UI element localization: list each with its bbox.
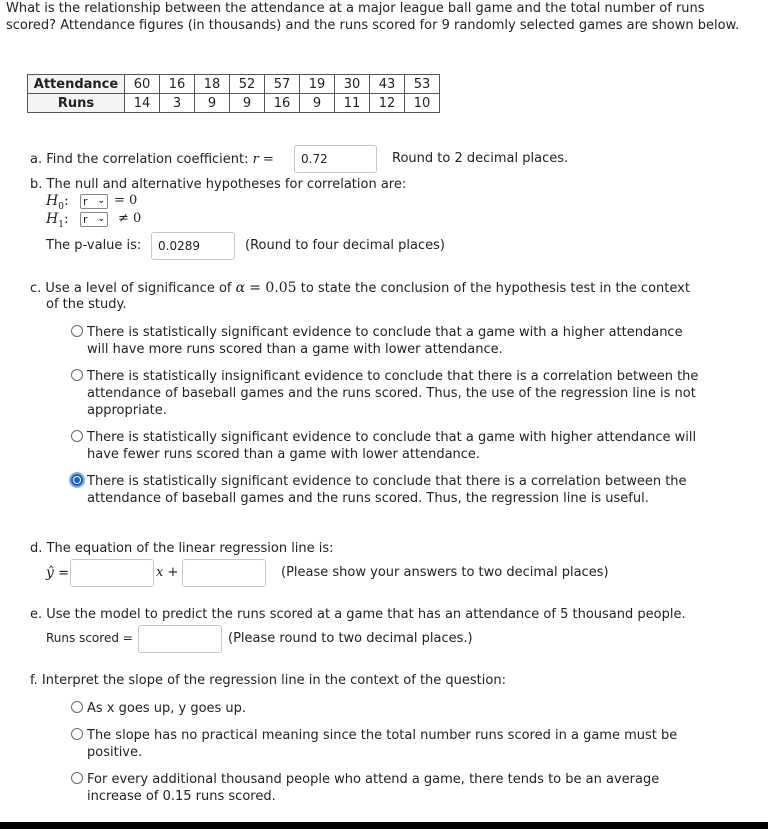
attendance-cell: 60: [125, 75, 160, 94]
attendance-cell: 52: [230, 75, 265, 94]
part-c-text-post: to state the conclusion of the hypothesis test in the context: [300, 281, 690, 296]
f-option-3-line1: For every additional thousand people who attend a game, there tends to be an average: [87, 772, 660, 787]
attendance-cell: 53: [405, 75, 440, 94]
bottom-bar: [0, 822, 768, 829]
x-times: [156, 565, 178, 580]
part-a-hint: Round to 2 decimal places.: [392, 151, 569, 166]
yhat-eq: =: [58, 566, 69, 581]
radio-c-option-3[interactable]: [71, 430, 83, 442]
h1-label: [46, 211, 69, 230]
runs-cell: 9: [300, 94, 335, 113]
yhat-symbol: ŷ: [46, 565, 54, 581]
radio-f-option-1[interactable]: [71, 701, 83, 713]
runs-cell: 11: [335, 94, 370, 113]
f-option-3-line2: increase of 0.15 runs scored.: [87, 789, 276, 804]
runs-row: [28, 94, 440, 113]
h0-relation: = 0: [114, 193, 138, 208]
runs-label: Runs: [28, 94, 125, 113]
radio-f-option-2[interactable]: [71, 728, 83, 740]
data-table: [27, 74, 440, 113]
radio-c-option-2[interactable]: [71, 369, 83, 381]
part-c-label: [30, 280, 690, 297]
c-option-1-line1: There is statistically significant evidence to conclude that a game with a higher attendance: [87, 325, 683, 340]
part-f-label: f. Interpret the slope of the regression line in the context of the question:: [30, 673, 506, 688]
f-option-1-line1: As x goes up, y goes up.: [87, 701, 247, 716]
runs-cell: 12: [370, 94, 405, 113]
c-option-2-label[interactable]: [87, 368, 698, 419]
c-option-3-line2: have fewer runs scored than a game with lower attendance.: [87, 447, 481, 462]
radio-f-option-3[interactable]: [71, 772, 83, 784]
c-option-2-line2: attendance of baseball games and the runs scored. Thus, the use of the regression line is not: [87, 386, 696, 401]
h0-h: H: [46, 193, 59, 209]
attendance-cell: 19: [300, 75, 335, 94]
attendance-cell: 43: [370, 75, 405, 94]
c-option-1-label[interactable]: [87, 324, 683, 358]
c-option-1-line2: will have more runs scored than a game with lower attendance.: [87, 342, 503, 357]
c-option-2-line1: There is statistically insignificant evidence to conclude that there is a correlation between the: [87, 369, 699, 384]
pvalue-input[interactable]: 0.0289: [151, 232, 235, 260]
f-option-3-label[interactable]: [87, 771, 659, 805]
attendance-cell: 18: [195, 75, 230, 94]
c-option-3-line1: There is statistically significant evidence to conclude that a game with higher attendance will: [87, 430, 697, 445]
h0-sub: 0: [58, 201, 64, 212]
h1-h: H: [46, 211, 59, 227]
c-option-4-label[interactable]: [87, 473, 687, 507]
h0-select-value: r: [83, 195, 88, 208]
part-e-hint: (Please round to two decimal places.): [228, 631, 473, 646]
h1-sub: 1: [58, 219, 64, 230]
part-a-text: a. Find the correlation coefficient:: [30, 152, 249, 167]
f-option-1-label[interactable]: [87, 700, 246, 717]
equals-sign: =: [263, 152, 274, 167]
part-d-label: d. The equation of the linear regression line is:: [30, 541, 334, 556]
runs-cell: 3: [160, 94, 195, 113]
h0-colon: :: [63, 193, 69, 209]
runs-cell: 14: [125, 94, 160, 113]
intercept-input[interactable]: [182, 559, 266, 587]
question-intro: What is the relationship between the attendance at a major league ball game and the total number of runs scored? Attendance figures (in thousands) and the runs scored for 9 randomly selected games are shown below.: [6, 1, 740, 33]
part-d-hint: (Please show your answers to two decimal places): [281, 565, 609, 580]
part-c-text-pre: c. Use a level of significance of: [30, 281, 232, 296]
runs-scored-label: Runs scored =: [46, 631, 133, 645]
runs-cell: 16: [265, 94, 300, 113]
pvalue-label: The p-value is:: [46, 238, 142, 253]
f-option-2-label[interactable]: [87, 727, 677, 761]
attendance-cell: 57: [265, 75, 300, 94]
part-b-label: b. The null and alternative hypotheses for correlation are:: [30, 177, 407, 192]
f-option-2-line1: The slope has no practical meaning since the total number runs scored in a game must be: [87, 728, 678, 743]
runs-scored-input[interactable]: [138, 625, 222, 653]
h1-relation: ≠ 0: [118, 211, 142, 226]
part-c-line2: of the study.: [46, 297, 127, 312]
h0-label: [46, 193, 69, 212]
radio-c-option-1[interactable]: [71, 325, 83, 337]
h1-select[interactable]: [80, 212, 108, 227]
chevron-down-icon: ⌄: [97, 196, 105, 206]
h0-select[interactable]: [80, 194, 108, 209]
alpha-symbol: α: [235, 280, 246, 296]
attendance-cell: 30: [335, 75, 370, 94]
radio-c-option-4[interactable]: [71, 474, 83, 486]
yhat-label: [46, 565, 69, 581]
part-e-label: e. Use the model to predict the runs scored at a game that has an attendance of 5 thousand people.: [30, 607, 686, 622]
runs-cell: 9: [195, 94, 230, 113]
h1-select-value: r: [83, 213, 88, 226]
c-option-4-line2: attendance of baseball games and the runs scored. Thus, the regression line is useful.: [87, 491, 649, 506]
alpha-value: = 0.05: [249, 280, 297, 296]
attendance-row: [28, 75, 440, 94]
runs-cell: 10: [405, 94, 440, 113]
pvalue-hint: (Round to four decimal places): [245, 238, 445, 253]
slope-input[interactable]: [70, 559, 154, 587]
c-option-3-label[interactable]: [87, 429, 696, 463]
chevron-down-icon: ⌄: [97, 214, 105, 224]
r-symbol: r: [252, 152, 259, 167]
c-option-4-line1: There is statistically significant evidence to conclude that there is a correlation between the: [87, 474, 687, 489]
runs-cell: 9: [230, 94, 265, 113]
attendance-label: Attendance: [28, 75, 125, 94]
attendance-cell: 16: [160, 75, 195, 94]
correlation-input[interactable]: 0.72: [294, 145, 377, 173]
c-option-2-line3: appropriate.: [87, 403, 167, 418]
x-symbol: x: [156, 565, 164, 580]
h1-colon: :: [63, 211, 69, 227]
plus-sign: +: [167, 565, 179, 580]
f-option-2-line2: positive.: [87, 745, 143, 760]
part-a-label: [30, 151, 274, 168]
